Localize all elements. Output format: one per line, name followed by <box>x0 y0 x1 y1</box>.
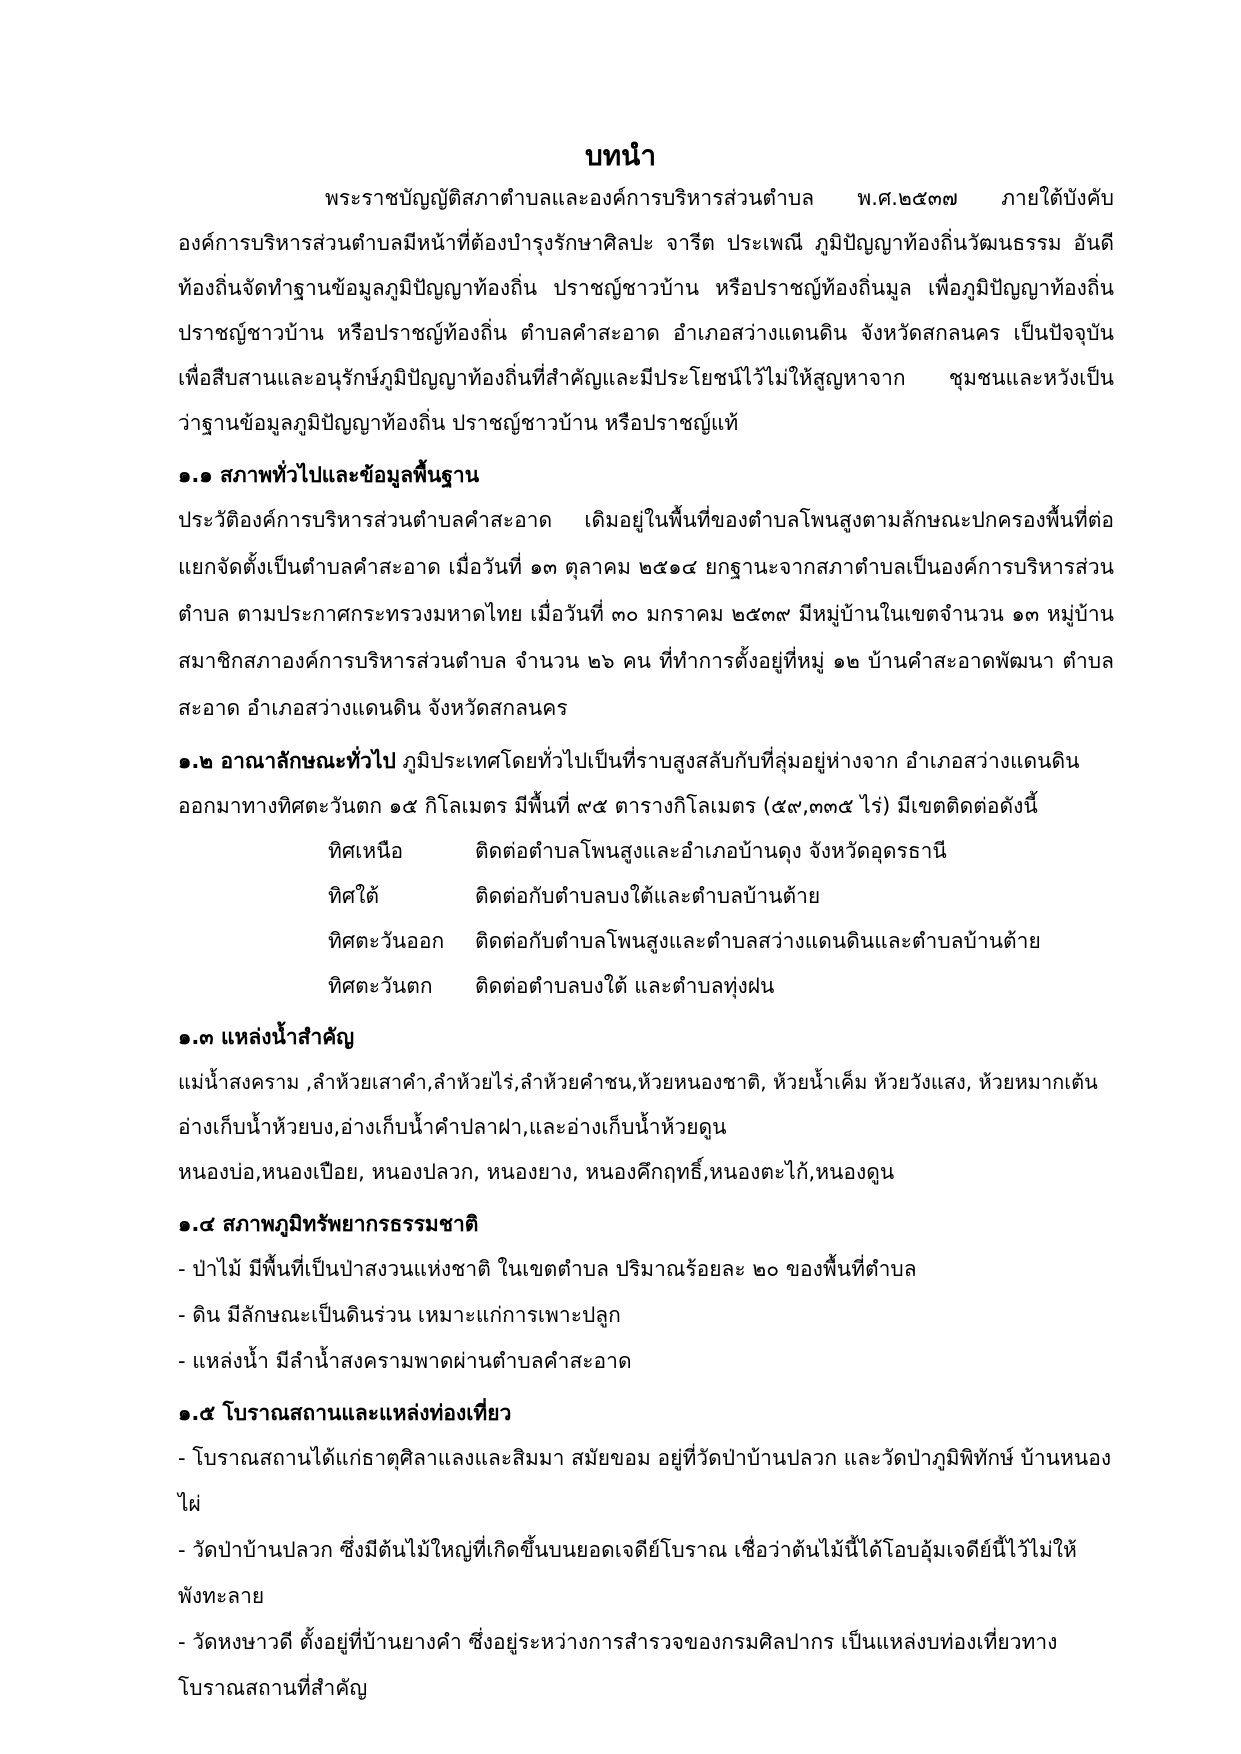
section-line: อ่างเก็บน้ำห้วยบง,อ่างเก็บน้ำคำปลาฝา,และอ่างเก็บน้ำห้วยดูน <box>178 1115 727 1139</box>
section-heading: ๑.๑ สภาพทั่วไปและข้อมูลพื้นฐาน <box>178 463 480 487</box>
direction-text: ติดต่อกับตำบลบงใต้และตำบลบ้านต้าย <box>475 884 821 908</box>
section-line: ประวัติองค์การบริหารส่วนตำบลคำสะอาด เดิมอยู่ในพื้นที่ของตำบลโพนสูงตามลักษณะปกครองพื้นที่ต่อ <box>178 508 1114 532</box>
intro-line: ว่าฐานข้อมูลภูมิปัญญาท้องถิ่น ปราชญ์ชาวบ้าน หรือปราชญ์แท้ <box>178 411 739 435</box>
list-item: - วัดหงษาวดี ตั้งอยู่ที่บ้านยางคำ ซึ่งอยู่ระหว่างการสำรวจของกรมศิลปากร เป็นแหล่งบท่องเที่ยวทาง <box>178 1630 1058 1654</box>
list-item: - โบราณสถานได้แก่ธาตุศิลาแลงและสิมมา สมัยขอม อยู่ที่วัดป่าบ้านปลวก และวัดป่าภูมิพิทักษ์ บ้านหนอง <box>178 1446 1112 1470</box>
direction-label: ทิศเหนือ <box>328 839 404 863</box>
intro-line: พระราชบัญญัติสภาตำบลและองค์การบริหารส่วนตำบล พ.ศ.๒๕๓๗ ภายใต้บังคับ <box>325 186 1114 210</box>
intro-line: เพื่อสืบสานและอนุรักษ์ภูมิปัญญาท้องถิ่นที่สำคัญและมีประโยชน์ไว้ไม่ให้สูญหาจาก ชุมชนและหวังเป็น <box>178 366 1114 390</box>
section-text: ภูมิประเทศโดยทั่วไปเป็นที่ราบสูงสลับกับที่ลุ่มอยู่ห่างจาก อำเภอสว่างแดนดิน <box>402 749 1080 773</box>
list-item-continued: ไผ่ <box>178 1492 201 1516</box>
section-line <box>178 746 1080 776</box>
section-line: หนองบ่อ,หนองเปือย, หนองปลวก, หนองยาง, หนองคึกฤทธิ์,หนองตะไก้,หนองดูน <box>178 1160 895 1184</box>
page-title: บทนำ <box>584 139 657 172</box>
section-line: สมาชิกสภาองค์การบริหารส่วนตำบล จำนวน ๒๖ คน ที่ทำการตั้งอยู่ที่หมู่ ๑๒ บ้านคำสะอาดพัฒนา ตำบล <box>178 649 1114 673</box>
section-heading: ๑.๒ อาณาลักษณะทั่วไป <box>178 749 396 773</box>
direction-label: ทิศใต้ <box>328 884 380 908</box>
section-line: ตำบล ตามประกาศกระทรวงมหาดไทย เมื่อวันที่ ๓๐ มกราคม ๒๕๓๙ มีหมู่บ้านในเขตจำนวน ๑๓ หมู่บ้าน <box>178 602 1114 626</box>
section-line: แยกจัดตั้งเป็นตำบลคำสะอาด เมื่อวันที่ ๑๓ ตุลาคม ๒๕๑๔ ยกฐานะจากสภาตำบลเป็นองค์การบริหารส่วน <box>178 555 1114 579</box>
list-item-continued: โบราณสถานที่สำคัญ <box>178 1676 368 1700</box>
section-heading: ๑.๓ แหล่งน้ำสำคัญ <box>178 1025 355 1049</box>
section-line: สะอาด อำเภอสว่างแดนดิน จังหวัดสกลนคร <box>178 696 568 720</box>
list-item: - วัดป่าบ้านปลวก ซึ่งมีต้นไม้ใหญ่ที่เกิดขึ้นบนยอดเจดีย์โบราณ เชื่อว่าต้นไม้นี้ได้โอบอุ้มเจดีย์นี้ไว้ไม่ให้ <box>178 1538 1077 1562</box>
direction-label: ทิศตะวันออก <box>328 929 445 953</box>
section-line: - ป่าไม้ มีพื้นที่เป็นป่าสงวนแห่งชาติ ในเขตตำบล ปริมาณร้อยละ ๒๐ ของพื้นที่ตำบล <box>178 1257 917 1281</box>
direction-label: ทิศตะวันตก <box>328 974 433 998</box>
section-line: ออกมาทางทิศตะวันตก ๑๕ กิโลเมตร มีพื้นที่ ๙๕ ตารางกิโลเมตร (๕๙,๓๓๕ ไร่) มีเขตติดต่อดังนี้ <box>178 794 1038 818</box>
intro-line: ท้องถิ่นจัดทำฐานข้อมูลภูมิปัญญาท้องถิ่น ปราชญ์ชาวบ้าน หรือปราชญ์ท้องถิ่นมูล เพื่อภูมิปัญญาท้องถิ่น <box>178 276 1114 300</box>
section-heading: ๑.๔ สภาพภูมิทรัพยากรธรรมชาติ <box>178 1212 479 1236</box>
intro-line: องค์การบริหารส่วนตำบลมีหน้าที่ต้องบำรุงรักษาศิลปะ จารีต ประเพณี ภูมิปัญญาท้องถิ่นวัฒนธรรม อันดี <box>178 231 1114 255</box>
section-heading: ๑.๕ โบราณสถานและแหล่งท่องเที่ยว <box>178 1401 512 1425</box>
direction-text: ติดต่อตำบลโพนสูงและอำเภอบ้านดุง จังหวัดอุดรธานี <box>475 839 947 863</box>
direction-text: ติดต่อตำบลบงใต้ และตำบลทุ่งฝน <box>475 974 775 998</box>
intro-line: ปราชญ์ชาวบ้าน หรือปราชญ์ท้องถิ่น ตำบลคำสะอาด อำเภอสว่างแดนดิน จังหวัดสกลนคร เป็นปัจจุบัน <box>178 321 1114 345</box>
direction-text: ติดต่อกับตำบลโพนสูงและตำบลสว่างแดนดินและตำบลบ้านต้าย <box>475 929 1041 953</box>
section-line: - ดิน มีลักษณะเป็นดินร่วน เหมาะแก่การเพาะปลูก <box>178 1303 621 1327</box>
section-line: แม่น้ำสงคราม ,ลำห้วยเสาคำ,ลำห้วยไร่,ลำห้วยคำชน,ห้วยหนองชาติ, ห้วยน้ำเค็ม ห้วยวังแสง, ห้วยหมากเต้น <box>178 1070 1098 1094</box>
section-line: - แหล่งน้ำ มีลำน้ำสงครามพาดผ่านตำบลคำสะอาด <box>178 1349 632 1373</box>
list-item-continued: พังทะลาย <box>178 1584 265 1608</box>
